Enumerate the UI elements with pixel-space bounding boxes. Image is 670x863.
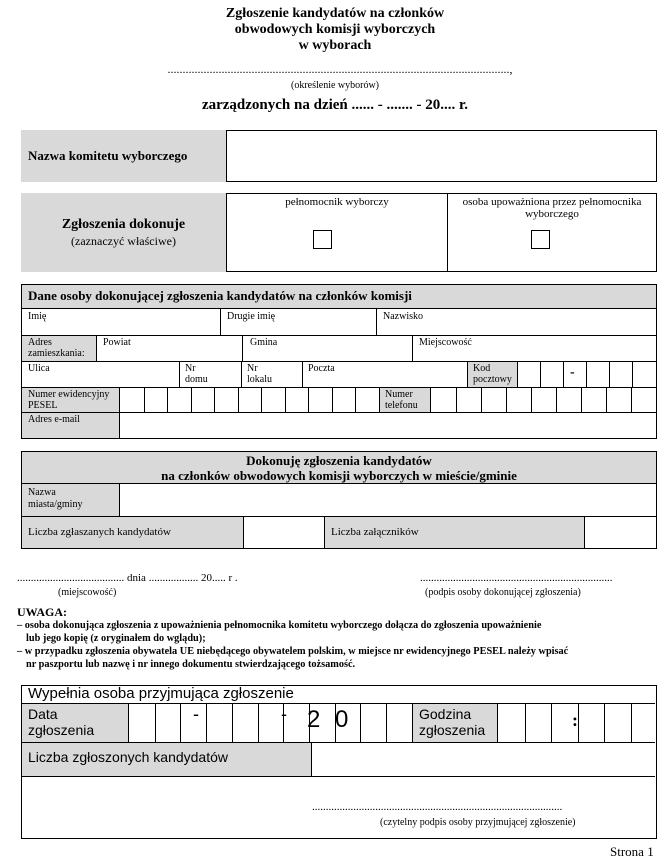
notes-title: UWAGA: <box>17 605 67 619</box>
grid-box-line <box>631 387 632 412</box>
grid-box-line <box>506 387 507 412</box>
row-line <box>22 361 656 362</box>
grid-box-line <box>604 703 605 742</box>
grid-box-line <box>355 387 356 412</box>
email-input[interactable] <box>120 413 656 438</box>
notes-body <box>17 619 657 671</box>
grid-box-line <box>456 387 457 412</box>
nr-lokalu-label <box>247 363 272 385</box>
committee-label: Nazwa komitetu wyborczego <box>28 148 188 163</box>
col-line <box>220 309 221 335</box>
grid-box-line <box>144 387 145 412</box>
nr-lokalu-line1: Nr <box>247 363 258 374</box>
drugie-imie-label: Drugie imię <box>227 311 276 322</box>
liczba-zal-label-cell <box>324 517 585 548</box>
liczba-zal-label: Liczba załączników <box>331 526 419 538</box>
kod-box-line <box>540 361 541 387</box>
election-caption: (określenie wyborów) <box>290 80 380 91</box>
time-colon: : <box>572 710 578 730</box>
pesel-label-line2: PESEL <box>28 400 58 411</box>
option-upowazniona-line2: wyborczego <box>525 208 579 220</box>
kod-box-line <box>586 361 587 387</box>
nr-domu-line1: Nr <box>185 363 196 374</box>
option-pelnomocnik-checkbox[interactable] <box>313 230 332 249</box>
area-heading <box>22 453 656 483</box>
grid-box-line <box>360 703 361 742</box>
area-heading-line1: Dokonuję zgłoszenia kandydatów <box>246 453 432 468</box>
kod-label-cell <box>467 362 518 387</box>
receiver-heading: Wypełnia osoba przyjmująca zgłoszenie <box>28 685 294 702</box>
grid-box-line <box>155 703 156 742</box>
col-line <box>302 361 303 387</box>
col-line <box>179 361 180 387</box>
submitter-sublabel: (zaznaczyć właściwe) <box>71 234 176 248</box>
note-1-line2: lub jego kopię (z oryginałem do wglądu); <box>26 633 206 644</box>
option-upowazniona-checkbox[interactable] <box>531 230 550 249</box>
kod-dash: - <box>570 365 575 380</box>
date-dash-1: - <box>193 704 199 724</box>
pesel-label-line1: Numer ewidencyjny <box>28 389 110 400</box>
note-2-line1: – w przypadku zgłoszenia obywatela UE niebędącego obywatelem polskim, w miejsce nr ewidencyjnego PESEL należy wpisać <box>17 646 569 657</box>
grid-box-line <box>191 387 192 412</box>
row-line <box>22 335 656 336</box>
col-line <box>241 361 242 387</box>
godzina-label-line2: zgłoszenia <box>419 722 486 738</box>
kod-label-line1: Kod <box>473 363 491 374</box>
note-1-line1: – osoba dokonująca zgłoszenia z upoważnienia pełnomocnika komitetu wyborczego dołącza do zgłoszenia upoważnienie <box>17 620 542 631</box>
tel-label-cell <box>379 388 431 412</box>
liczba-label: Liczba zgłoszonych kandydatów <box>28 749 229 765</box>
grid-box-line <box>551 703 552 742</box>
grid-box-line <box>581 387 582 412</box>
godzina-label <box>419 706 485 738</box>
place-caption: (miejscowość) <box>58 587 117 598</box>
email-label: Adres e-mail <box>28 414 80 425</box>
title-line-3: w wyborach <box>298 38 372 53</box>
form-title <box>0 6 670 54</box>
nazwa-input[interactable] <box>120 484 656 516</box>
submitter-label-cell <box>21 193 227 272</box>
election-field[interactable]: .................................................................................................................., <box>167 62 513 76</box>
col-line <box>376 309 377 335</box>
nazwa-label-cell <box>22 484 120 516</box>
data-label-line2: zgłoszenia <box>28 722 95 738</box>
powiat-label: Powiat <box>103 337 131 348</box>
place-date-field[interactable]: ....................................... dnia .................. 20..... r . <box>17 572 238 584</box>
area-section <box>21 451 657 549</box>
committee-label-cell <box>21 130 227 182</box>
liczba-kand-input[interactable] <box>244 517 324 548</box>
grid-box-line <box>308 387 309 412</box>
liczba-label-cell <box>22 743 312 776</box>
submitter-label: Zgłoszenia dokonuje <box>61 217 186 232</box>
liczba-input[interactable] <box>312 743 655 776</box>
liczba-kand-label: Liczba zgłaszanych kandydatów <box>28 526 171 538</box>
imie-label: Imię <box>28 311 47 322</box>
grid-box-line <box>606 387 607 412</box>
receiver-section <box>21 685 657 839</box>
liczba-kand-label-cell <box>22 517 244 548</box>
person-heading-bar <box>22 285 656 309</box>
data-label <box>28 706 94 738</box>
adres-label-line1: Adres <box>28 337 52 348</box>
submitter-signature-field[interactable]: ...................................................................... <box>420 572 613 584</box>
year-digit-0: 0 <box>335 706 349 733</box>
liczba-zal-input[interactable] <box>585 517 656 548</box>
tel-label-line1: Numer <box>385 389 413 400</box>
col-line <box>412 335 413 361</box>
nazwa-label-line1: Nazwa <box>28 487 56 498</box>
email-label-cell <box>22 413 120 438</box>
committee-name-input[interactable] <box>227 131 656 181</box>
pesel-label-cell <box>22 388 120 412</box>
adres-label-cell <box>22 336 97 361</box>
grid-box-line <box>232 703 233 742</box>
nr-domu-label <box>185 363 208 385</box>
submitter-section <box>21 193 657 272</box>
committee-section <box>21 130 657 182</box>
grid-box-line <box>238 387 239 412</box>
nazwisko-label: Nazwisko <box>383 311 423 322</box>
grid-box-line <box>525 703 526 742</box>
year-digit-2: 2 <box>307 706 321 733</box>
miejscowosc-label: Miejscowość <box>419 337 472 348</box>
godzina-label-cell <box>412 704 498 742</box>
data-label-line1: Data <box>28 706 58 722</box>
nr-lokalu-line2: lokalu <box>247 374 272 385</box>
title-line-1: Zgłoszenie kandydatów na członków <box>225 6 445 21</box>
adres-label-line2: zamieszkania: <box>28 348 85 359</box>
godzina-label-line1: Godzina <box>419 706 472 722</box>
title-line-2: obwodowych komisji wyborczych <box>234 22 436 37</box>
receiver-signature-field[interactable]: ........................................................................................... <box>312 801 563 813</box>
tel-label-line2: telefonu <box>385 400 418 411</box>
grid-box-line <box>261 387 262 412</box>
grid-box-line <box>180 703 181 742</box>
grid-box-line <box>332 387 333 412</box>
grid-box-line <box>556 387 557 412</box>
option-upowazniona-line1: osoba upoważniona przez pełnomocnika <box>462 196 642 208</box>
area-heading-line2: na członków obwodowych komisji wyborczych w mieście/gminie <box>161 468 517 483</box>
grid-box-line <box>656 387 657 412</box>
col-line <box>242 335 243 361</box>
grid-box-line <box>481 387 482 412</box>
grid-box-line <box>206 703 207 742</box>
grid-box-line <box>631 703 632 742</box>
option-upowazniona-label <box>447 196 657 220</box>
date-dash-2: - <box>281 704 287 724</box>
grid-box-line <box>285 387 286 412</box>
grid-box-line <box>531 387 532 412</box>
kod-box-line <box>609 361 610 387</box>
kod-label-line2: pocztowy <box>473 374 512 385</box>
person-heading: Dane osoby dokonującej zgłoszenia kandydatów na członków komisji <box>28 288 412 303</box>
area-heading-bar <box>22 452 656 484</box>
kod-box-line <box>632 361 633 387</box>
nazwa-label-line2: miasta/gminy <box>28 499 83 510</box>
grid-box-line <box>258 703 259 742</box>
submitter-signature-caption: (podpis osoby dokonującej zgłoszenia) <box>425 587 581 598</box>
receiver-signature-caption: (czytelny podpis osoby przyjmującej zgłoszenie) <box>380 817 576 828</box>
grid-box-line <box>214 387 215 412</box>
ulica-label: Ulica <box>28 363 50 374</box>
person-section <box>21 284 657 439</box>
data-label-cell <box>22 704 129 742</box>
gmina-label: Gmina <box>250 337 278 348</box>
kod-box-line <box>563 361 564 387</box>
grid-box-line <box>167 387 168 412</box>
nr-domu-line2: domu <box>185 374 208 385</box>
grid-box-line <box>386 703 387 742</box>
ordered-date-line[interactable]: zarządzonych na dzień ...... - ....... - 20.... r. <box>201 97 469 113</box>
option-pelnomocnik-label: pełnomocnik wyborczy <box>285 196 389 208</box>
row-line <box>22 776 655 777</box>
page-number: Strona 1 <box>610 844 654 859</box>
poczta-label: Poczta <box>308 363 335 374</box>
note-2-line2: nr paszportu lub nazwę i nr innego dokumentu stwierdzającego tożsamość. <box>26 659 356 670</box>
